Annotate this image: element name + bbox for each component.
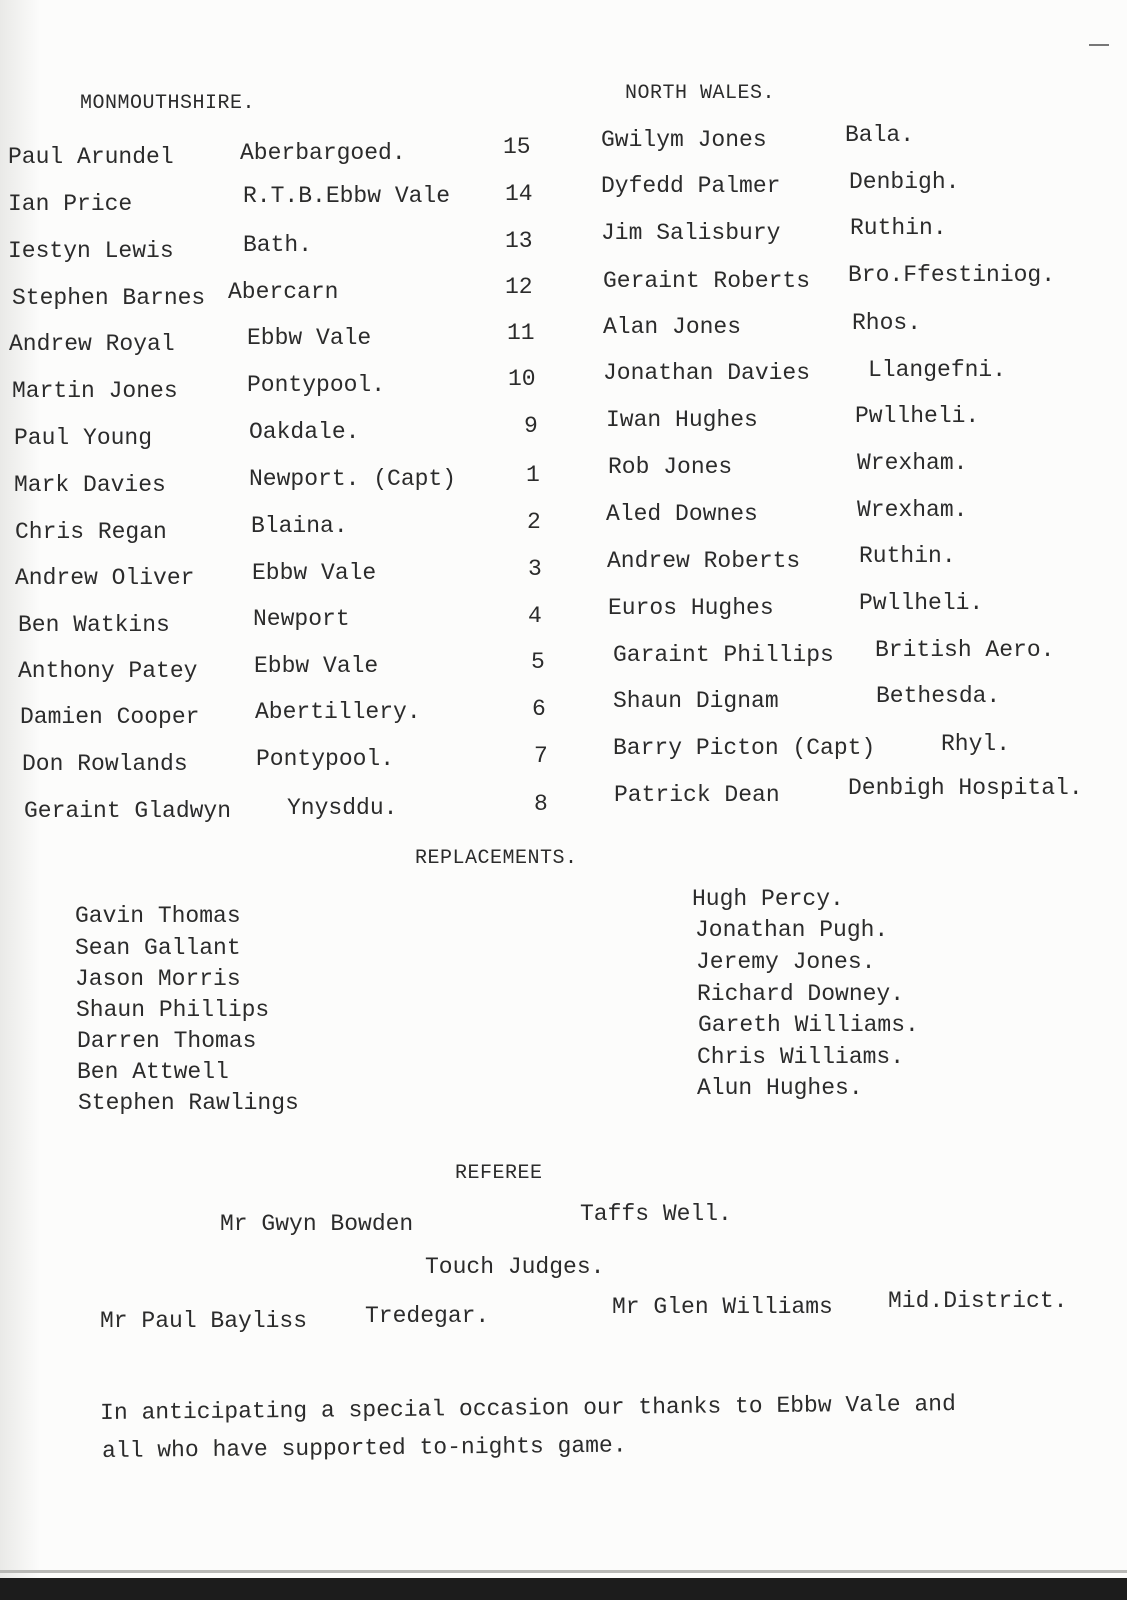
player-club: Bethesda. (876, 683, 1001, 709)
player-number: 15 (503, 134, 531, 160)
north-wales-heading: NORTH WALES. (625, 82, 776, 105)
player-name: Damien Cooper (20, 704, 200, 730)
referee-club: Taffs Well. (580, 1201, 732, 1227)
player-club: Newport. (Capt) (249, 466, 457, 492)
scan-edge-line (0, 1570, 1127, 1573)
player-name: Don Rowlands (22, 751, 188, 777)
list-item: Hugh Percy. (692, 886, 844, 912)
player-name: Dyfedd Palmer (601, 173, 781, 199)
player-club: Pontypool. (256, 746, 395, 772)
referee-name: Mr Gwyn Bowden (220, 1211, 414, 1237)
list-item: Darren Thomas (77, 1028, 257, 1054)
player-club: Ebbw Vale (254, 653, 379, 679)
list-item: Alun Hughes. (697, 1075, 863, 1101)
player-club: Newport (253, 606, 350, 632)
player-name: Ian Price (8, 191, 133, 217)
player-club: Ruthin. (859, 543, 956, 569)
player-club: Wrexham. (857, 450, 968, 476)
player-club: British Aero. (875, 637, 1055, 663)
list-item: Shaun Phillips (76, 997, 270, 1023)
player-club: Pontypool. (247, 372, 386, 398)
player-number: 5 (531, 649, 545, 675)
list-item: Stephen Rawlings (78, 1090, 299, 1116)
player-name: Andrew Royal (9, 331, 175, 357)
player-number: 9 (524, 413, 538, 439)
touch-judges-heading: Touch Judges. (425, 1254, 605, 1280)
player-name: Jonathan Davies (603, 360, 811, 386)
player-club: Rhyl. (941, 731, 1011, 757)
player-name: Geraint Roberts (603, 268, 811, 294)
player-club: Aberbargoed. (240, 140, 406, 166)
player-number: 2 (527, 509, 541, 535)
player-club: Bath. (243, 232, 313, 258)
replacements-heading: REPLACEMENTS. (415, 847, 578, 870)
player-club: Pwllheli. (855, 403, 980, 429)
player-name: Paul Arundel (8, 144, 174, 170)
referee-heading: REFEREE (455, 1162, 543, 1185)
list-item: Jason Morris (75, 966, 241, 992)
list-item: Jonathan Pugh. (695, 917, 889, 943)
touch-judge-name: Mr Glen Williams (612, 1294, 833, 1320)
player-club: Oakdale. (249, 419, 360, 445)
player-name: Rob Jones (608, 454, 733, 480)
player-number: 1 (526, 462, 540, 488)
list-item: Jeremy Jones. (696, 949, 876, 975)
player-name: Gwilym Jones (601, 127, 767, 153)
player-number: 14 (505, 181, 533, 207)
player-name: Aled Downes (606, 501, 758, 527)
player-name: Patrick Dean (614, 782, 780, 808)
list-item: Sean Gallant (75, 935, 241, 961)
player-number: 11 (507, 320, 535, 346)
player-club: Bala. (845, 122, 915, 148)
list-item: Ben Attwell (77, 1059, 229, 1085)
monmouthshire-heading: MONMOUTHSHIRE. (80, 92, 256, 115)
player-club: Llangefni. (868, 357, 1007, 383)
player-club: Ebbw Vale (252, 560, 377, 586)
player-name: Geraint Gladwyn (24, 798, 232, 824)
player-name: Anthony Patey (18, 658, 198, 684)
player-name: Iwan Hughes (606, 407, 758, 433)
player-number: 3 (528, 556, 542, 582)
list-item: Richard Downey. (697, 981, 905, 1007)
player-name: Mark Davies (14, 472, 166, 498)
player-number: 12 (505, 274, 533, 300)
player-club: Denbigh. (849, 169, 960, 195)
player-name: Euros Hughes (608, 595, 774, 621)
touch-judge-club: Mid.District. (888, 1288, 1068, 1314)
player-club: R.T.B.Ebbw Vale (243, 183, 451, 209)
player-name: Andrew Roberts (607, 548, 801, 574)
player-name: Paul Young (14, 425, 153, 451)
player-name: Andrew Oliver (15, 565, 195, 591)
player-number: 4 (528, 603, 542, 629)
player-club: Ebbw Vale (247, 325, 372, 351)
player-name: Martin Jones (12, 378, 178, 404)
player-number: 10 (508, 366, 536, 392)
player-name: Chris Regan (15, 519, 167, 545)
player-club: Ruthin. (850, 215, 947, 241)
player-club: Abercarn (228, 279, 339, 305)
player-name: Alan Jones (603, 314, 742, 340)
player-name: Shaun Dignam (613, 688, 779, 714)
player-name: Garaint Phillips (613, 642, 834, 668)
player-name: Barry Picton (Capt) (613, 735, 876, 761)
player-name: Iestyn Lewis (8, 238, 174, 264)
scan-edge-band (0, 1578, 1127, 1600)
player-name: Stephen Barnes (12, 285, 206, 311)
list-item: Chris Williams. (697, 1044, 905, 1070)
list-item: Gareth Williams. (698, 1012, 919, 1038)
player-number: 8 (534, 791, 548, 817)
player-club: Bro.Ffestiniog. (848, 262, 1056, 288)
closing-note-line-1: In anticipating a special occasion our thanks to Ebbw Vale and (99, 1391, 956, 1426)
touch-judge-club: Tredegar. (365, 1303, 490, 1329)
player-number: 7 (534, 743, 548, 769)
player-name: Ben Watkins (18, 612, 170, 638)
player-number: 6 (532, 696, 546, 722)
player-number: 13 (505, 228, 533, 254)
player-club: Wrexham. (857, 497, 968, 523)
player-club: Ynysddu. (287, 795, 398, 821)
player-club: Denbigh Hospital. (848, 775, 1083, 801)
player-club: Rhos. (852, 310, 922, 336)
scan-mark (1089, 44, 1109, 46)
player-club: Abertillery. (255, 699, 421, 725)
player-club: Blaina. (251, 513, 348, 539)
closing-note-line-2: all who have supported to-nights game. (101, 1432, 627, 1464)
player-name: Jim Salisbury (601, 220, 781, 246)
list-item: Gavin Thomas (75, 903, 241, 929)
touch-judge-name: Mr Paul Bayliss (100, 1308, 308, 1334)
player-club: Pwllheli. (859, 590, 984, 616)
